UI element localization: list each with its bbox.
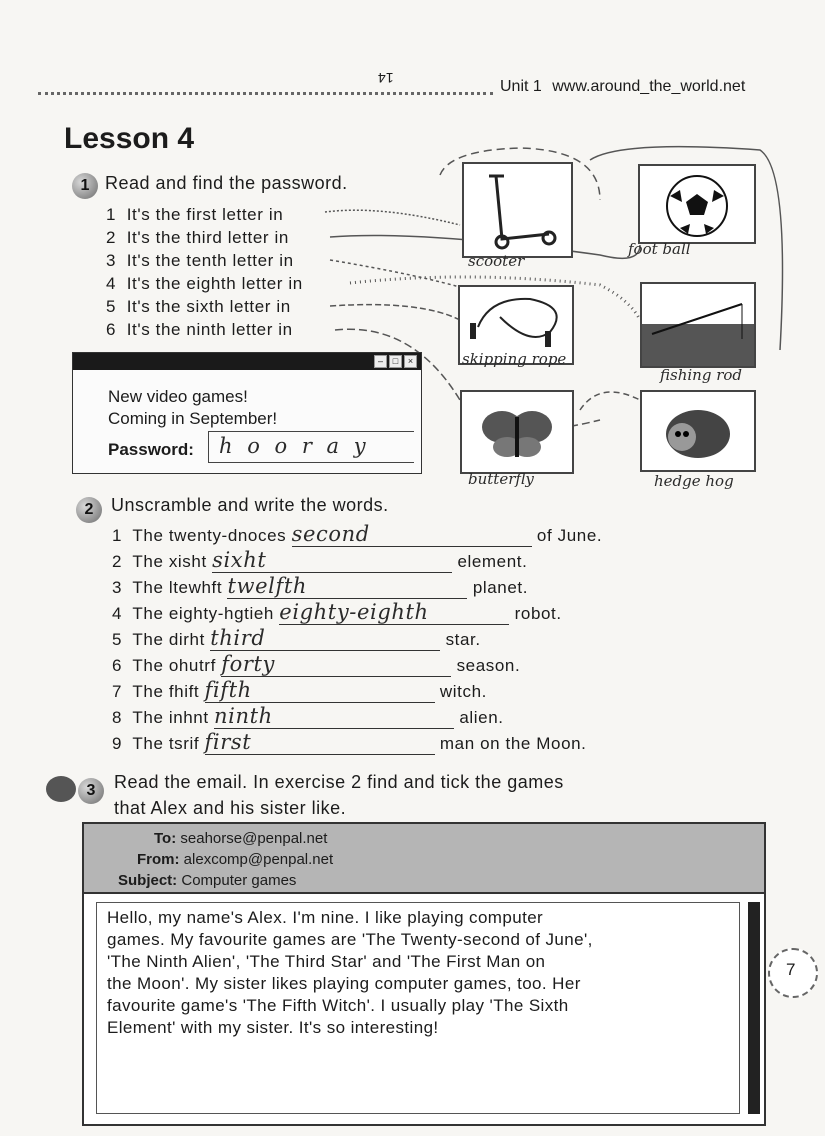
answer-field[interactable]: ninth xyxy=(214,704,454,729)
email-window xyxy=(82,822,766,1126)
unscramble-row: 6 The ohutrf forty season. xyxy=(112,652,521,676)
unscramble-row: 9 The tsrif first man on the Moon. xyxy=(112,730,587,754)
password-value: h o o r a y xyxy=(219,434,370,458)
picture-butterfly xyxy=(460,390,574,474)
email-scrollbar[interactable] xyxy=(748,902,760,1114)
clue-number: 3 xyxy=(106,251,117,270)
email-header xyxy=(84,824,764,894)
subject-value: Computer games xyxy=(181,872,297,889)
butterfly-icon xyxy=(462,392,572,472)
password-label: Password: xyxy=(108,440,194,459)
email-subject-row xyxy=(118,872,296,889)
password-field[interactable] xyxy=(208,431,414,463)
unit-label: Unit 1 xyxy=(500,78,542,95)
answer-field[interactable]: forty xyxy=(221,652,451,677)
exercise-3-badge: 3 xyxy=(78,778,104,804)
clue-number: 5 xyxy=(106,297,117,316)
answer-field[interactable]: eighty-eighth xyxy=(279,600,509,625)
clue-text: It's the third letter in xyxy=(126,228,289,247)
clue-text: It's the sixth letter in xyxy=(126,297,291,316)
headphones-icon xyxy=(46,776,76,802)
label-butterfly: butterfly xyxy=(468,470,534,488)
picture-scooter xyxy=(462,162,573,258)
label-fishing-rod: fishing rod xyxy=(660,366,742,384)
scooter-icon xyxy=(464,164,571,256)
answer-field[interactable]: second xyxy=(292,522,532,547)
email-to-row xyxy=(154,830,327,847)
page-number: 7 xyxy=(786,960,796,979)
label-football: foot ball xyxy=(628,240,691,258)
answer-field[interactable]: first xyxy=(205,730,435,755)
window-line-1: New video games! xyxy=(108,387,248,406)
to-label: To: xyxy=(154,830,177,847)
site-link[interactable]: www.around_the_world.net xyxy=(552,78,746,95)
from-label: From: xyxy=(137,851,180,868)
clue-number: 4 xyxy=(106,274,117,293)
answer-field[interactable]: sixht xyxy=(212,548,452,573)
answer-field[interactable]: twelfth xyxy=(227,574,467,599)
label-skipping-rope: skipping rope xyxy=(462,350,567,368)
answer-field[interactable]: fifth xyxy=(205,678,435,703)
football-icon xyxy=(640,166,754,242)
clue-text: It's the ninth letter in xyxy=(126,320,293,339)
exercise-2-badge: 2 xyxy=(76,497,102,523)
unscramble-row: 3 The ltewhft twelfth planet. xyxy=(112,574,529,598)
window-titlebar xyxy=(73,353,421,370)
unscramble-row: 2 The xisht sixht element. xyxy=(112,548,528,572)
answer-field[interactable]: third xyxy=(210,626,440,651)
clue-number: 1 xyxy=(106,205,117,224)
fishing-rod-icon xyxy=(642,284,754,366)
close-icon[interactable]: × xyxy=(404,355,417,368)
email-from-row xyxy=(137,851,333,868)
email-body-line: Hello, my name's Alex. I'm nine. I like playing computer xyxy=(107,908,544,927)
email-body xyxy=(96,902,740,1114)
exercise-3-instruction-1: Read the email. In exercise 2 find and tick the games xyxy=(114,772,564,792)
clue-number: 6 xyxy=(106,320,117,339)
unscramble-row: 5 The dirht third star. xyxy=(112,626,481,650)
maximize-icon[interactable]: □ xyxy=(389,355,402,368)
exercise-1-instruction: Read and find the password. xyxy=(105,173,348,193)
window-line-2: Coming in September! xyxy=(108,409,278,428)
clue-text: It's the first letter in xyxy=(126,205,284,224)
clue-text: It's the eighth letter in xyxy=(126,274,303,293)
top-page-number: 14 xyxy=(378,70,394,86)
unscramble-row: 1 The twenty-dnoces second of June. xyxy=(112,522,603,546)
hedgehog-icon xyxy=(642,392,754,470)
picture-football xyxy=(638,164,756,244)
to-value: seahorse@penpal.net xyxy=(180,830,328,847)
from-value: alexcomp@penpal.net xyxy=(183,851,334,868)
minimize-icon[interactable]: – xyxy=(374,355,387,368)
label-hedgehog: hedge hog xyxy=(654,472,734,490)
unscramble-list xyxy=(112,522,602,756)
lesson-title: Lesson 4 xyxy=(64,122,195,155)
email-body-line: the Moon'. My sister likes playing computer games, too. Her xyxy=(107,974,581,993)
email-body-line: Element' with my sister. It's so interesting! xyxy=(107,1018,439,1037)
exercise-2-instruction: Unscramble and write the words. xyxy=(111,495,389,515)
clue-text: It's the tenth letter in xyxy=(126,251,294,270)
clue-number: 2 xyxy=(106,228,117,247)
exercise-1-badge: 1 xyxy=(72,173,98,199)
email-body-line: 'The Ninth Alien', 'The Third Star' and 'The First Man on xyxy=(107,952,546,971)
unscramble-row: 8 The inhnt ninth alien. xyxy=(112,704,504,728)
email-body-line: games. My favourite games are 'The Twenty-second of June', xyxy=(107,930,593,949)
unscramble-row: 7 The fhift fifth witch. xyxy=(112,678,487,702)
subject-label: Subject: xyxy=(118,872,178,889)
label-scooter: scooter xyxy=(468,252,525,270)
exercise-3-instruction-2: that Alex and his sister like. xyxy=(114,798,347,818)
password-window xyxy=(72,352,422,474)
picture-hedgehog xyxy=(640,390,756,472)
unscramble-row: 4 The eighty-hgtieh eighty-eighth robot. xyxy=(112,600,562,624)
email-body-line: favourite game's 'The Fifth Witch'. I usually play 'The Sixth xyxy=(107,996,569,1015)
picture-fishing-rod xyxy=(640,282,756,368)
